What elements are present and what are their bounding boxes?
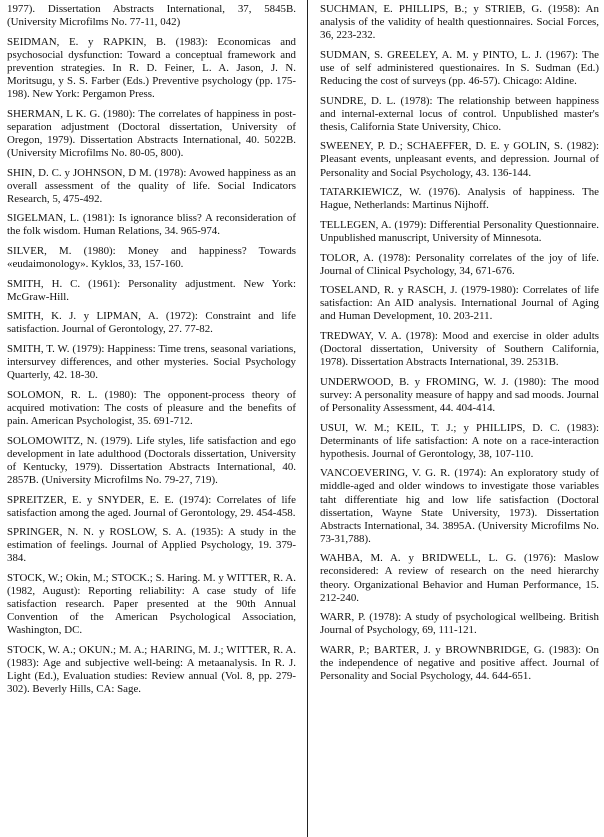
reference-entry: SWEENEY, P. D.; SCHAEFFER, D. E. y GOLIN, S. (1982): Pleasant events, unpleasant events, and depression. Journal of Personality and Social Psychology, 43. 136-144. xyxy=(320,140,599,179)
reference-column-left xyxy=(7,3,296,703)
reference-entry: TATARKIEWICZ, W. (1976). Analysis of happiness. The Hague, Netherlands: Martinus Nijhoff. xyxy=(320,186,599,212)
column-divider xyxy=(307,0,308,837)
reference-entry: TOSELAND, R. y RASCH, J. (1979-1980): Correlates of life satisfaction: An AID analysis. International Journal of Aging and Human Development, 10. 203-211. xyxy=(320,284,599,323)
reference-entry: SIGELMAN, L. (1981): Is ignorance bliss? A reconsideration of the folk wisdom. Human Relations, 34. 965-974. xyxy=(7,212,296,238)
reference-entry: SUDMAN, S. GREELEY, A. M. y PINTO, L. J. (1967): The use of self administered questionaires. In S. Sudman (Ed.) Reducing the cost of surveys (pp. 46-57). Chicago: Aldine. xyxy=(320,48,599,87)
reference-entry: TELLEGEN, A. (1979): Differential Personality Questionnaire. Unpublished manuscript, University of Minnesota. xyxy=(320,218,599,244)
reference-entry: SMITH, H. C. (1961): Personality adjustment. New York: McGraw-Hill. xyxy=(7,277,296,303)
reference-entry: SILVER, M. (1980): Money and happiness? Towards «eudaimonology». Kyklos, 33, 157-160. xyxy=(7,245,296,271)
reference-entry: SOLOMOWITZ, N. (1979). Life styles, life satisfaction and ego development in late adulthood (Doctorals dissertation, University of Kentucky, 1979). Dissertation Abstracts International, 40. 2857B. (University Microfilms No. 79-27, 719). xyxy=(7,434,296,486)
reference-entry: VANCOEVERING, V. G. R. (1974): An exploratory study of middle-aged and older windows to investigate those variables taht differentiate hig and low life satisfaction (Doctoral dissertation, Wayne State University, 1973). Dissertation Abstracts International, 34. 3895A. (University Microfilms No. 73-31,788). xyxy=(320,467,599,545)
reference-entry: TREDWAY, V. A. (1978): Mood and exercise in older adults (Doctoral dissertation, University of Southern California, 1978). Dissertation Abstracts International, 39. 2531B. xyxy=(320,329,599,369)
reference-entry: SPRINGER, N. N. y ROSLOW, S. A. (1935): A study in the estimation of feelings. Journal of Applied Psychology, 19. 379-384. xyxy=(7,526,296,565)
reference-entry: STOCK, W. A.; OKUN.; M. A.; HARING, M. J.; WITTER, R. A. (1983): Age and subjective well-being: A metaanalysis. In R. J. Light (Ed.), Evaluation studies: Review annual (Vol. 8, pp. 279-302). Beverly Hills, CA: Sage. xyxy=(7,643,296,696)
reference-entry: SEIDMAN, E. y RAPKIN, B. (1983): Economicas and psychosocial dysfunction: Toward a conceptual framework and prevention strategies. In R. D. Feiner, L. A. Jason, J. N. Moritsugu, y S. S. Farber (Eds.) Preventive psychology (pp. 175-198). New York: Pergamon Press. xyxy=(7,35,296,101)
reference-entry: SPREITZER, E. y SNYDER, E. E. (1974): Correlates of life satisfaction among the aged. Journal of Gerontology, 29. 454-458. xyxy=(7,493,296,519)
reference-entry: USUI, W. M.; KEIL, T. J.; y PHILLIPS, D. C. (1983): Determinants of life satisfaction: A note on a race-interaction hypothesis. Journal of Gerontology, 38, 107-110. xyxy=(320,421,599,460)
reference-entry: UNDERWOOD, B. y FROMING, W. J. (1980): The mood survey: A personality measure of happy and sad moods. Journal of Personality Assessment, 44. 404-414. xyxy=(320,375,599,414)
reference-entry: SHIN, D. C. y JOHNSON, D M. (1978): Avowed happiness as an overall assessment of the quality of life. Social Indicators Research, 5, 475-492. xyxy=(7,166,296,205)
reference-entry: WARR, P. (1978): A study of psychological wellbeing. British Journal of Psychology, 69, 111-121. xyxy=(320,611,599,637)
reference-entry: SMITH, T. W. (1979): Happiness: Time trens, seasonal variations, intersurvey differences, and other mysteries. Social Psychology Quarterly, 42. 18-30. xyxy=(7,343,296,382)
reference-entry: TOLOR, A. (1978): Personality correlates of the joy of life. Journal of Clinical Psychology, 34, 671-676. xyxy=(320,251,599,277)
reference-entry: SHERMAN, L K. G. (1980): The correlates of happiness in post-separation adjustment (Doctoral dissertation, University of Oregon, 1979). Dissertation Abstracts International, 40. 5022B. (University Microfilms No. 80-05, 800). xyxy=(7,107,296,159)
reference-entry: SUCHMAN, E. PHILLIPS, B.; y STRIEB, G. (1958): An analysis of the validity of health questionnaires. Social Forces, 36, 223-232. xyxy=(320,3,599,42)
reference-entry: WAHBA, M. A. y BRIDWELL, L. G. (1976): Maslow reconsidered: A review of research on the need hierarchy theory. Organizational Behavior and Human Performance, 15. 212-240. xyxy=(320,552,599,604)
reference-entry: STOCK, W.; Okin, M.; STOCK.; S. Haring. M. y WITTER, R. A. (1982, August): Reporting reliability: A case study of life satisfaction research. Paper presented at the 90th Annual Convention of the American Psychological Association, Washington, DC. xyxy=(7,571,296,637)
reference-entry: SMITH, K. J. y LIPMAN, A. (1972): Constraint and life satisfaction. Journal of Gerontology, 27. 77-82. xyxy=(7,310,296,336)
reference-entry: WARR, P.; BARTER, J. y BROWNBRIDGE, G. (1983): On the independence of negative and positive affect. Journal of Personality and Social Psychology, 44. 644-651. xyxy=(320,643,599,683)
reference-entry: SUNDRE, D. L. (1978): The relationship between happiness and internal-external locus of control. Unpublished master's thesis, California State University, Chico. xyxy=(320,94,599,133)
reference-entry: SOLOMON, R. L. (1980): The opponent-process theory of acquired motivation: The costs of pleasure and the benefits of pain. American Psychologist, 35. 691-712. xyxy=(7,388,296,428)
reference-entry: 1977). Dissertation Abstracts International, 37, 5845B. (University Microfilms No. 77-11, 042) xyxy=(7,3,296,29)
reference-column-right xyxy=(320,3,599,690)
